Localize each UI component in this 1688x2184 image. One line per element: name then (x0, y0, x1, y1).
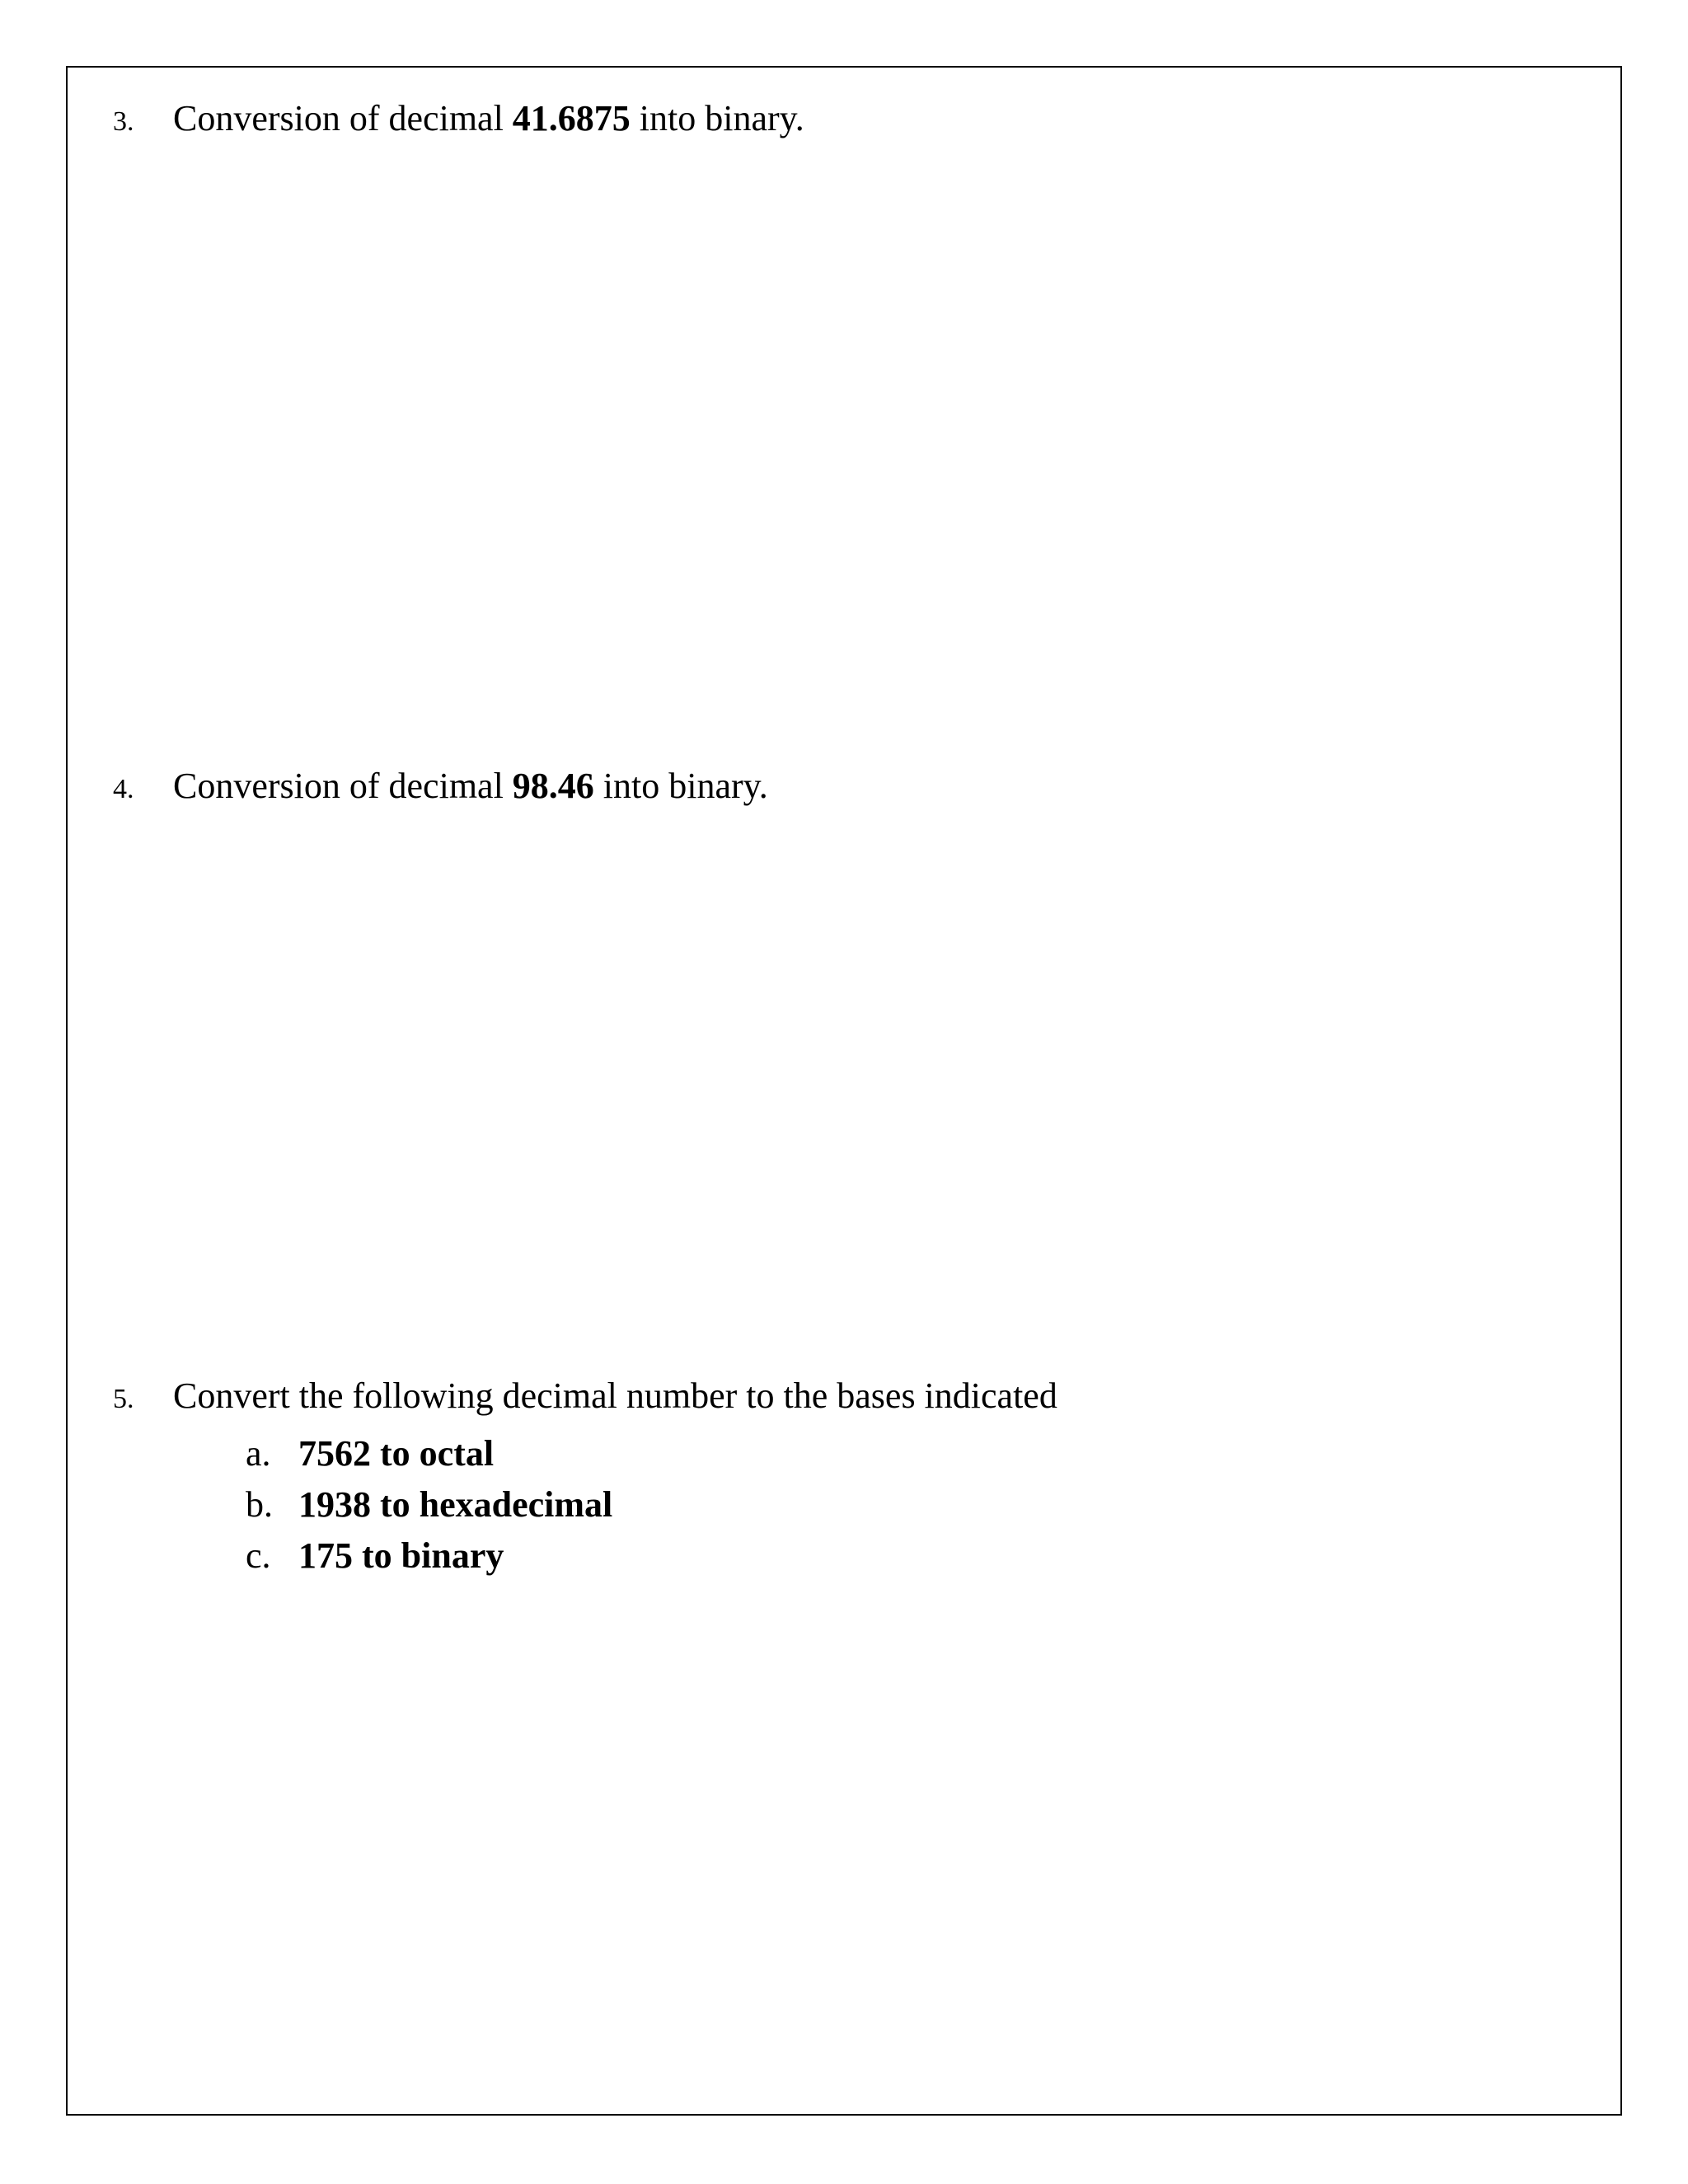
question-number: 5. (113, 1384, 134, 1414)
decimal-value: 98.46 (512, 766, 594, 806)
subitem-a (246, 1428, 612, 1479)
question-number: 3. (113, 106, 134, 137)
question-text (173, 98, 804, 138)
question-suffix: into binary. (593, 766, 768, 806)
subitem-label: c. (246, 1535, 271, 1576)
question-prefix: Conversion of decimal (173, 766, 513, 806)
subitem-text: 1938 to hexadecimal (298, 1484, 613, 1525)
question-5-subitems (246, 1428, 612, 1582)
subitem-text: 7562 to octal (298, 1433, 495, 1474)
page-border (66, 66, 1622, 2116)
subitem-text: 175 to binary (298, 1535, 504, 1576)
question-4 (113, 765, 768, 808)
question-5 (113, 1375, 1057, 1418)
question-text: Convert the following decimal number to the bases indicated (173, 1376, 1057, 1416)
subitem-label: a. (246, 1433, 271, 1474)
subitem-c (246, 1530, 612, 1582)
decimal-value: 41.6875 (512, 98, 631, 138)
question-prefix: Conversion of decimal (173, 98, 513, 138)
question-text (173, 766, 768, 806)
question-number: 4. (113, 774, 134, 804)
question-3 (113, 97, 804, 141)
subitem-b (246, 1479, 612, 1530)
subitem-label: b. (246, 1484, 273, 1525)
question-suffix: into binary. (630, 98, 804, 138)
